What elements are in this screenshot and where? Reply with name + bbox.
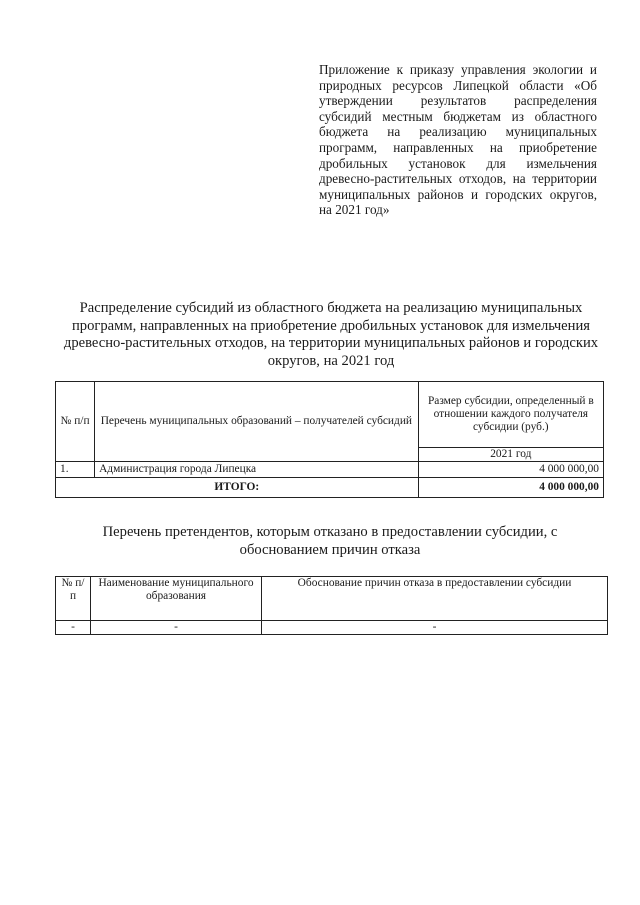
row-recipient: Администрация города Липецка <box>95 462 419 478</box>
table-row <box>56 462 604 478</box>
header-amount: Размер субсидии, определенный в отношении каждого получателя субсидии (руб.) <box>418 382 603 448</box>
total-row <box>56 478 604 498</box>
row-reason: - <box>262 621 608 635</box>
row-municipality: - <box>91 621 262 635</box>
rejected-applicants-table <box>55 576 608 635</box>
header-reason: Обоснование причин отказа в предоставлении субсидии <box>262 577 608 621</box>
section1-title: Распределение субсидий из областного бюджета на реализацию муниципальных программ, направленных на приобретение дробильных установок для измельчения древесно-растительных отходов, на территории муниципальных районов и городских округов, на 2021 год <box>63 300 599 369</box>
row-num: - <box>56 621 91 635</box>
appendix-text: Приложение к приказу управления экологии и природных ресурсов Липецкой области «Об утверждении результатов распределения субсидий местным бюджетам из областного бюджета на реализацию муниципальных программ, направленных на приобретение дробильных установок для измельчения древесно-растительных отходов, на территории муниципальных районов и городских округов, на 2021 год» <box>319 62 597 218</box>
total-label: ИТОГО: <box>56 478 419 498</box>
total-amount: 4 000 000,00 <box>418 478 603 498</box>
row-num: 1. <box>56 462 95 478</box>
header-num: № п/п <box>56 577 91 621</box>
section2-title: Перечень претендентов, которым отказано в предоставлении субсидии, с обоснованием причин отказа <box>102 524 558 558</box>
table-row <box>56 621 608 635</box>
row-amount: 4 000 000,00 <box>418 462 603 478</box>
header-recipients: Перечень муниципальных образований – получателей субсидий <box>95 382 419 462</box>
header-num: № п/п <box>56 382 95 462</box>
subsidy-distribution-table <box>55 381 604 498</box>
header-year: 2021 год <box>418 448 603 462</box>
header-municipality: Наименование муниципального образования <box>91 577 262 621</box>
